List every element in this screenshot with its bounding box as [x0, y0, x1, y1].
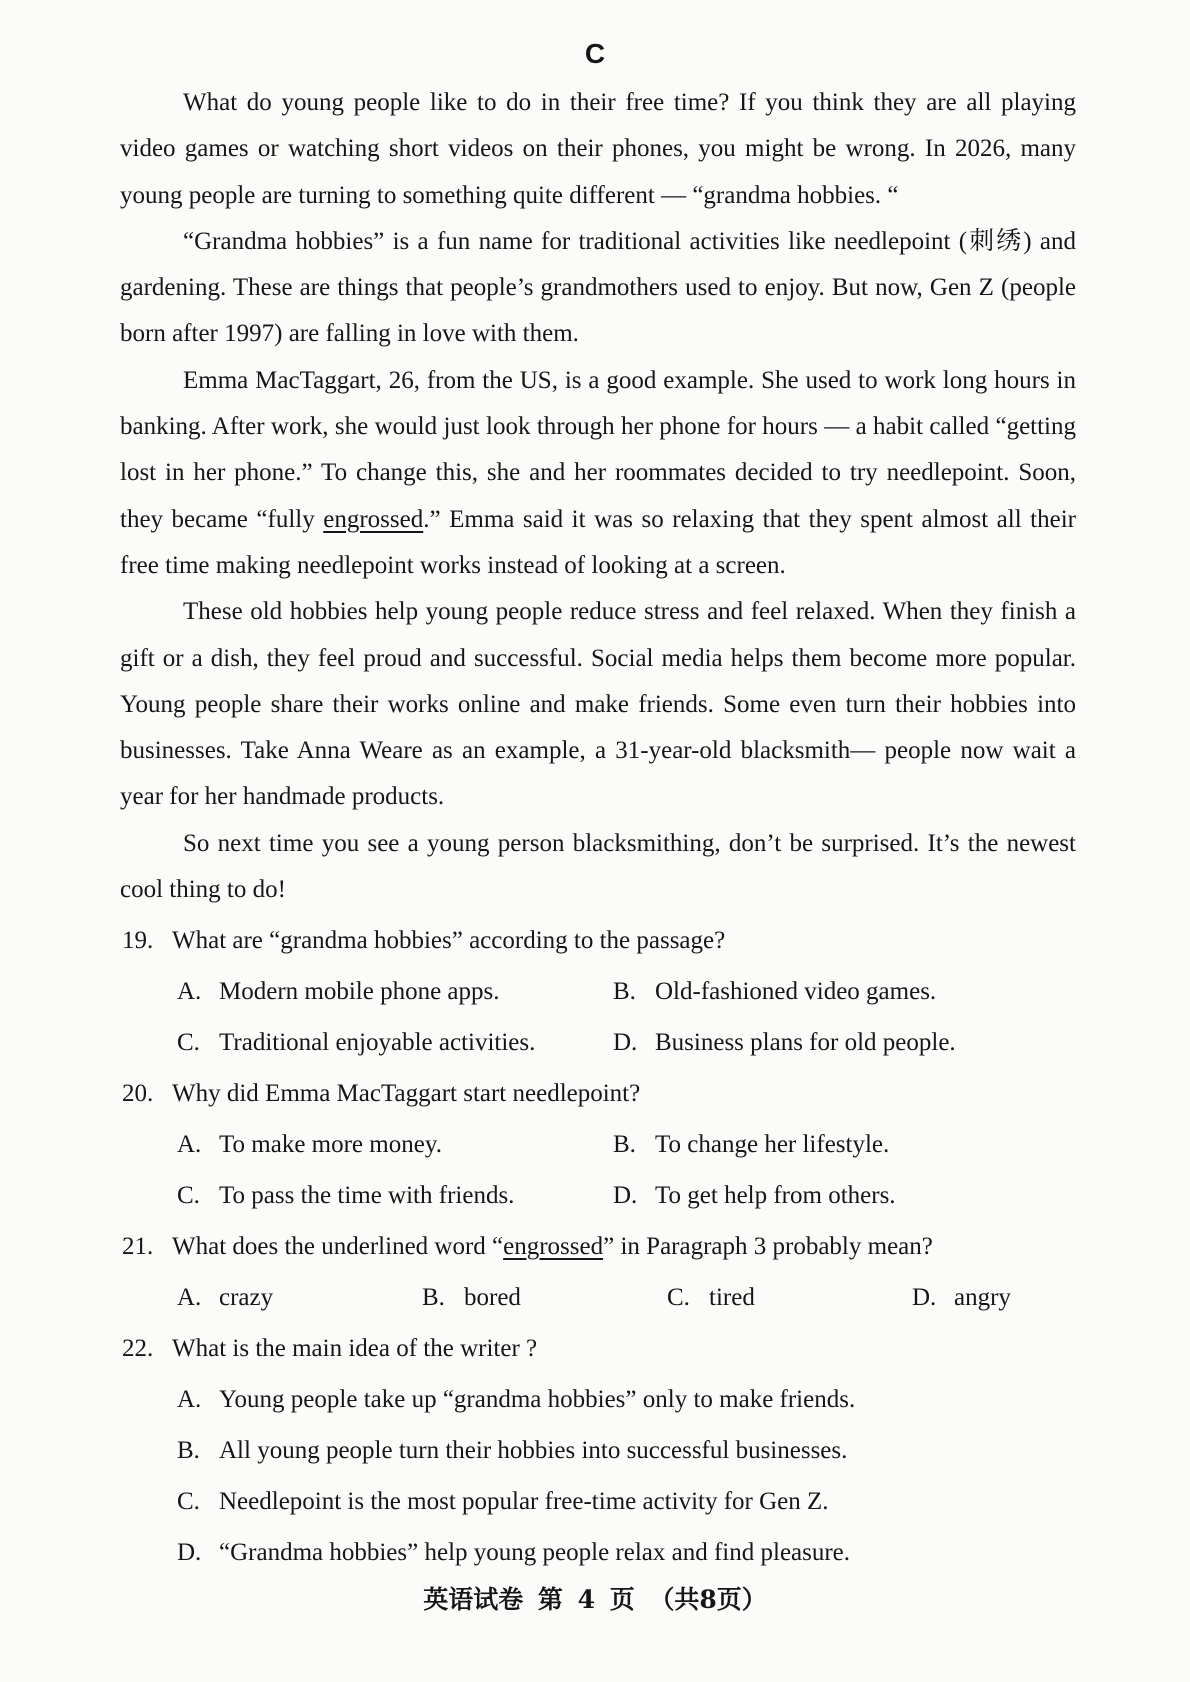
- question-number: 21.: [122, 1233, 154, 1260]
- question-text: Why did Emma MacTaggart start needlepoint?: [172, 1080, 641, 1107]
- option-c[interactable]: [667, 1272, 912, 1323]
- paragraph-3-text-b: .” Emma said it was so relaxing that they spent almost all their free time making needlepoint works instead of looking at a screen.: [120, 505, 1076, 579]
- option-group: [122, 1119, 1078, 1221]
- paragraph-2: “Grandma hobbies” is a fun name for traditional activities like needlepoint (刺绣) and gardening. These are things that people’s grandmothers used to enjoy. But now, Gen Z (people born after 1997) are falling in love with them.: [120, 227, 1076, 348]
- underlined-word: engrossed: [323, 505, 424, 533]
- option-a[interactable]: [177, 1272, 422, 1323]
- option-b[interactable]: [613, 1119, 1049, 1170]
- option-text: “Grandma hobbies” help young people relax and find pleasure.: [219, 1539, 851, 1566]
- underlined-word: engrossed: [503, 1233, 604, 1260]
- option-text: Business plans for old people.: [655, 1029, 956, 1056]
- question-19: [122, 915, 1078, 1068]
- reading-passage: [120, 80, 1076, 913]
- option-letter: C.: [177, 1029, 200, 1056]
- option-letter: B.: [422, 1284, 445, 1311]
- option-text: Modern mobile phone apps.: [219, 978, 500, 1005]
- question-list: [122, 915, 1078, 1578]
- question-number: 19.: [122, 927, 154, 954]
- option-text: Traditional enjoyable activities.: [219, 1029, 536, 1056]
- option-text: Needlepoint is the most popular free-time activity for Gen Z.: [219, 1488, 829, 1515]
- paragraph-5: So next time you see a young person blacksmithing, don’t be surprised. It’s the newest cool thing to do!: [120, 829, 1076, 904]
- section-heading: C: [584, 38, 606, 69]
- option-letter: A.: [177, 978, 202, 1005]
- option-letter: A.: [177, 1284, 202, 1311]
- page-footer: 英语试卷 第 4 页 （共8页）: [423, 1585, 767, 1614]
- option-text: tired: [709, 1284, 755, 1311]
- option-text: To pass the time with friends.: [219, 1182, 515, 1209]
- option-b[interactable]: [177, 1425, 1078, 1476]
- option-group: [122, 1374, 1078, 1578]
- option-d[interactable]: [912, 1272, 1011, 1323]
- option-letter: D.: [613, 1029, 638, 1056]
- option-c[interactable]: [177, 1017, 613, 1068]
- option-letter: C.: [177, 1182, 200, 1209]
- option-letter: B.: [177, 1437, 200, 1464]
- option-text: angry: [954, 1284, 1011, 1311]
- option-d[interactable]: [177, 1527, 1078, 1578]
- option-text: bored: [464, 1284, 521, 1311]
- option-a[interactable]: [177, 1119, 613, 1170]
- option-letter: D.: [613, 1182, 638, 1209]
- question-stem: [122, 915, 1078, 966]
- option-text: Young people take up “grandma hobbies” only to make friends.: [219, 1386, 856, 1413]
- option-letter: C.: [667, 1284, 690, 1311]
- option-group: [122, 1272, 1078, 1323]
- option-a[interactable]: [177, 966, 613, 1017]
- option-text: Old-fashioned video games.: [655, 978, 937, 1005]
- option-c[interactable]: [177, 1170, 613, 1221]
- option-text: To make more money.: [219, 1131, 442, 1158]
- option-d[interactable]: [613, 1170, 1049, 1221]
- option-letter: D.: [177, 1539, 202, 1566]
- question-22: [122, 1323, 1078, 1578]
- question-text: What is the main idea of the writer ?: [172, 1335, 538, 1362]
- question-20: [122, 1068, 1078, 1221]
- option-group: [122, 966, 1078, 1068]
- paragraph-4: These old hobbies help young people reduce stress and feel relaxed. When they finish a gift or a dish, they feel proud and successful. Social media helps them become more popular. Young people share their works online and make friends. Some even turn their hobbies into businesses. Take Anna Weare as an example, a 31-year-old blacksmith— people now wait a year for her handmade products.: [120, 598, 1076, 811]
- option-letter: C.: [177, 1488, 200, 1515]
- option-b[interactable]: [613, 966, 1049, 1017]
- paragraph-1: What do young people like to do in their free time? If you think they are all playing video games or watching short videos on their phones, you might be wrong. In 2026, many young people are turning to something quite different — “grandma hobbies. “: [120, 89, 1076, 209]
- question-number: 20.: [122, 1080, 154, 1107]
- question-stem: [122, 1323, 1078, 1374]
- question-stem: [122, 1068, 1078, 1119]
- question-number: 22.: [122, 1335, 154, 1362]
- paragraph-3: [120, 358, 1076, 589]
- option-text: To change her lifestyle.: [655, 1131, 890, 1158]
- question-stem: [122, 1221, 1078, 1272]
- option-b[interactable]: [422, 1272, 667, 1323]
- question-text-a: What does the underlined word “: [172, 1233, 504, 1260]
- option-text: All young people turn their hobbies into successful businesses.: [219, 1437, 848, 1464]
- question-21: [122, 1221, 1078, 1323]
- option-letter: A.: [177, 1131, 202, 1158]
- option-text: To get help from others.: [655, 1182, 896, 1209]
- option-d[interactable]: [613, 1017, 1049, 1068]
- option-a[interactable]: [177, 1374, 1078, 1425]
- option-c[interactable]: [177, 1476, 1078, 1527]
- option-letter: D.: [912, 1284, 937, 1311]
- question-text: What are “grandma hobbies” according to the passage?: [172, 927, 726, 954]
- question-text-b: ” in Paragraph 3 probably mean?: [603, 1233, 933, 1260]
- option-letter: B.: [613, 1131, 636, 1158]
- option-letter: B.: [613, 978, 636, 1005]
- option-text: crazy: [219, 1284, 274, 1311]
- option-letter: A.: [177, 1386, 202, 1413]
- paragraph-3-text-a: Emma MacTaggart, 26, from the US, is a good example. She used to work long hours in banking. After work, she would just look through her phone for hours — a habit called “getting lost in her phone.” To change this, she and her roommates decided to try needlepoint. Soon, they became “fully: [120, 366, 1076, 533]
